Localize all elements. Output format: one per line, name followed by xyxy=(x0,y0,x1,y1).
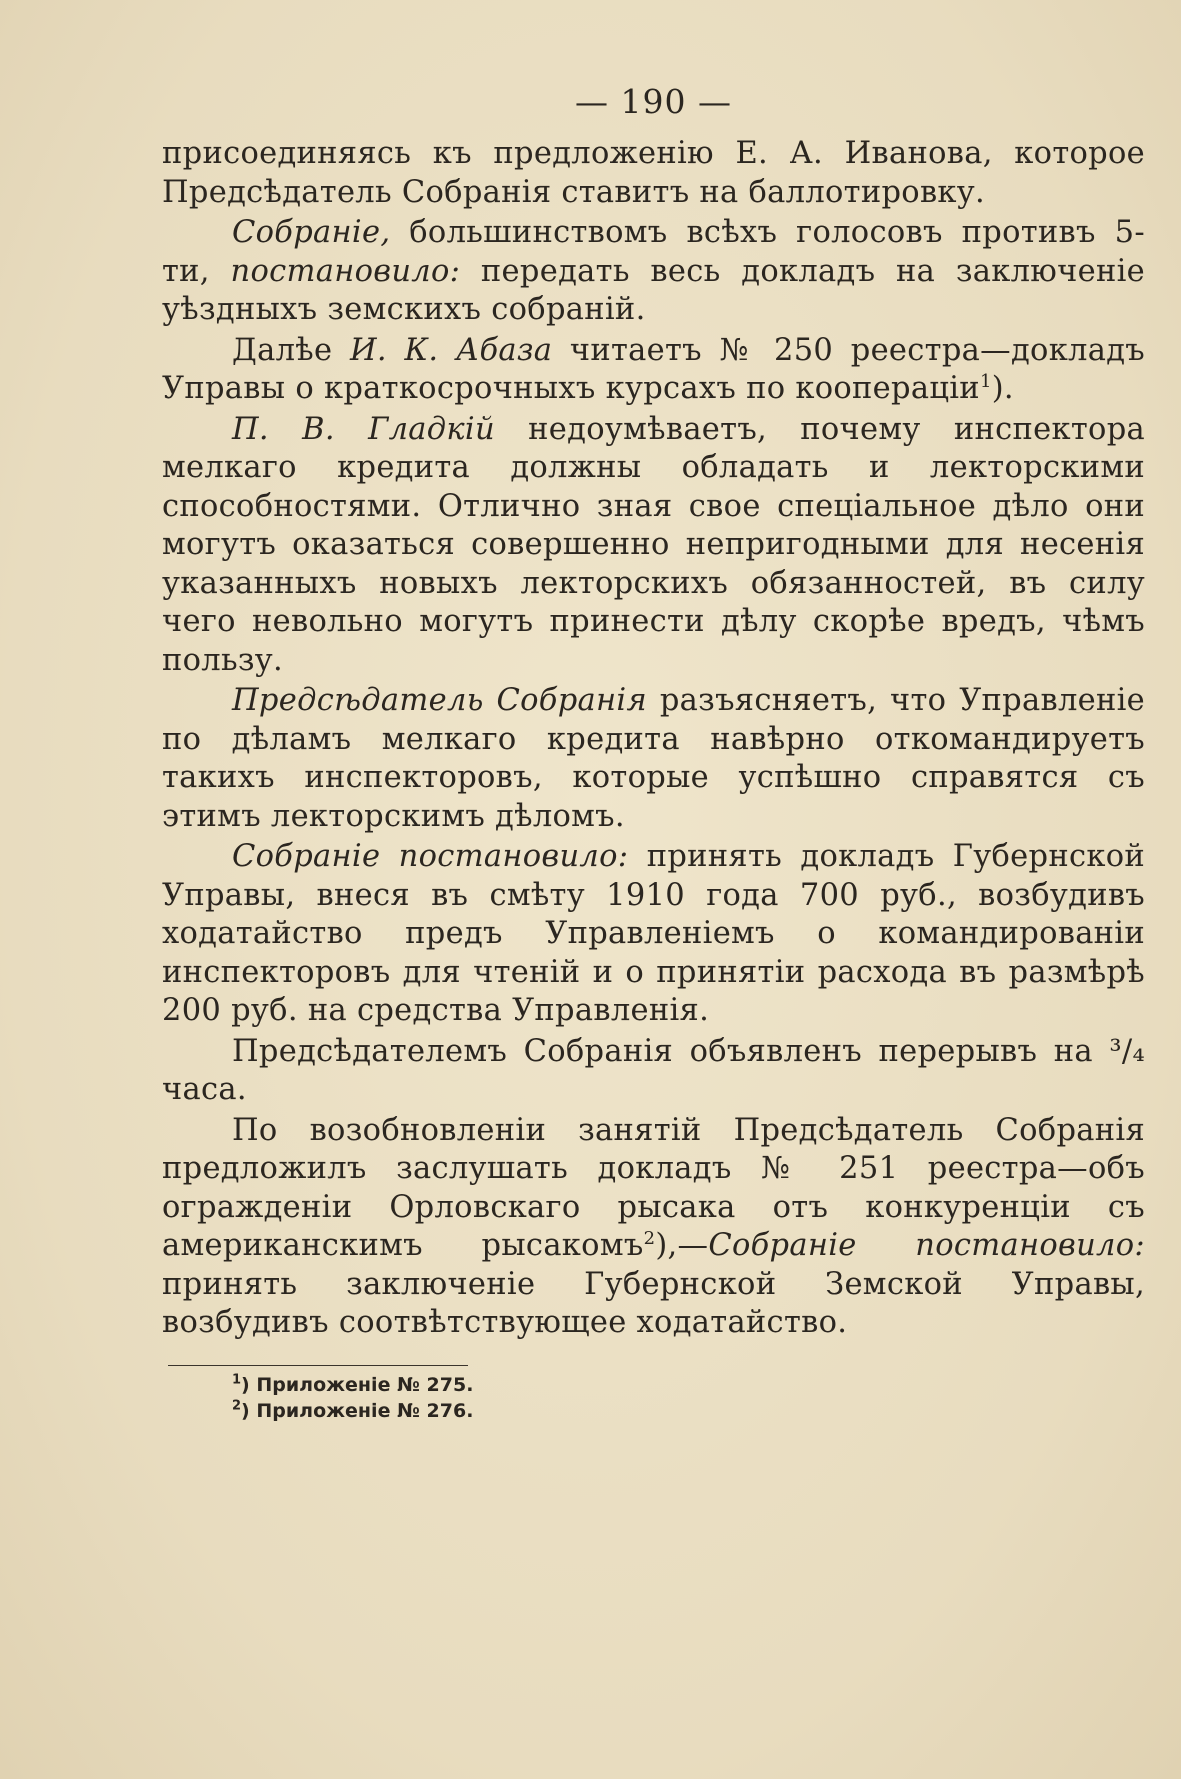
speaker-name: П. В. Гладкій xyxy=(232,411,495,447)
paragraph-3: Далѣе И. К. Абаза читаетъ № 250 реестра—докладъ Управы о краткосрочныхъ курсахъ по коопераціи$^1$). xyxy=(162,332,1145,406)
speaker-chairman: Предсѣдатель Собранія xyxy=(232,683,647,718)
paragraph-6: Собраніе постановило: принять докладъ Губернской Управы, внеся въ смѣту 1910 года 700 руб., возбудивъ ходатайство предъ Управленіемъ о командированіи инспекторовъ для чтеній и о принятіи расхода въ размѣрѣ 200 руб. на средства Управленія. xyxy=(162,839,1145,1028)
paragraph-1 xyxy=(162,135,1145,212)
paragraph-1-text: присоединяясь къ предложенію Е. А. Иванова, которое Предсѣдатель Собранія ставитъ на баллотировку. xyxy=(162,136,1145,210)
paragraph-5: Предсѣдатель Собранія разъясняетъ, что Управленіе по дѣламъ мелкаго кредита навѣрно откомандируетъ такихъ инспекторовъ, которые успѣшно справятся съ этимъ лекторскимъ дѣломъ. xyxy=(162,683,1145,834)
footnote-ref-2: 2 xyxy=(643,1227,656,1249)
paragraph-7: Предсѣдателемъ Собранія объявленъ перерывъ на ³/₄ часа. xyxy=(162,1033,1145,1107)
footnote-2: $^2$) Приложеніе № 276. xyxy=(232,1398,474,1422)
resolution-label: постановило: xyxy=(230,253,461,289)
paragraph-4: П. В. Гладкій недоумѣваетъ, почему инспектора мелкаго кредита должны обладать и лекторскими способностями. Отлично зная свое спеціальное дѣло они могутъ оказаться совершенно непригодными для несенія указанныхъ новыхъ лекторскихъ обязанностей, въ силу чего невольно могутъ принести дѣлу скорѣе вредъ, чѣмъ пользу. xyxy=(162,411,1145,678)
footnote-ref-1: 1 xyxy=(979,370,992,392)
speaker-name: И. К. Абаза xyxy=(349,332,553,368)
footnote-1: $^1$) Приложеніе № 275. xyxy=(232,1372,474,1396)
footnote-divider xyxy=(168,1365,468,1366)
page-number: — 190 — xyxy=(575,82,732,121)
speaker-assembly: Собраніе, xyxy=(232,215,391,250)
paragraph-8: По возобновленіи занятій Предсѣдатель Собранія предложилъ заслушать докладъ № 251 реестра—объ огражденіи Орловскаго рысака отъ конкуренціи съ американскимъ рысакомъ$^2$),—Собраніе постановило: принять заключеніе Губернской Земской Управы, возбудивъ соотвѣтствующее ходатайство. xyxy=(162,1112,1145,1340)
paragraph-2: Собраніе, большинствомъ всѣхъ голосовъ противъ 5-ти, постановило: передать весь докладъ на заключеніе уѣздныхъ земскихъ собраній. xyxy=(162,215,1145,327)
resolution-label: Собраніе постановило: xyxy=(708,1228,1145,1263)
fraction: ³/₄ xyxy=(1109,1033,1145,1069)
resolution-label: Собраніе постановило: xyxy=(232,839,629,874)
